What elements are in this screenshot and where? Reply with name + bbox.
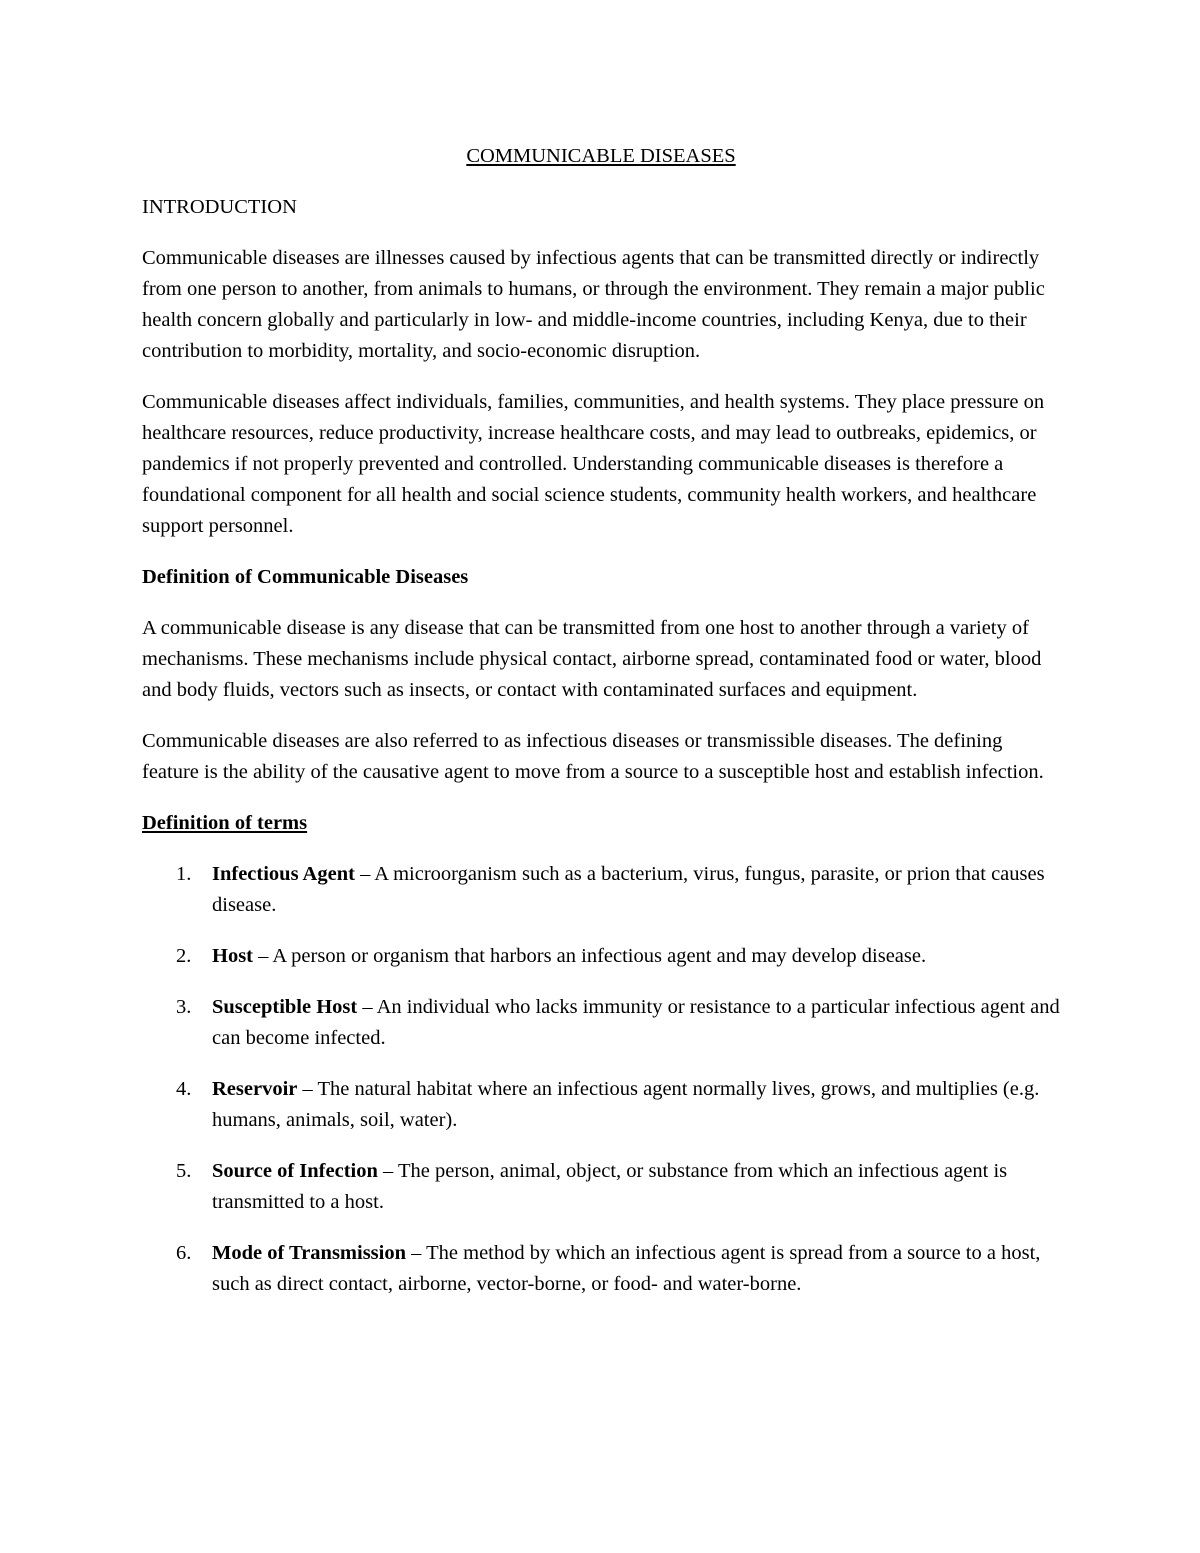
document-title: COMMUNICABLE DISEASES (466, 145, 736, 167)
term-item (142, 992, 1060, 1054)
term-name: Reservoir (212, 1078, 298, 1100)
term-name: Susceptible Host (212, 996, 358, 1018)
term-name: Infectious Agent (212, 863, 355, 885)
definition-heading: Definition of Communicable Diseases (142, 566, 469, 588)
definition-paragraph: Communicable diseases are also referred to as infectious diseases or transmissible diseases. The defining feature is the ability of the causative agent to move from a source to a susceptible host and establish infection. (142, 730, 1044, 783)
term-name: Source of Infection (212, 1160, 378, 1182)
term-name: Mode of Transmission (212, 1242, 407, 1264)
term-number: 1. (176, 863, 192, 885)
term-number: 2. (176, 945, 192, 967)
term-number: 6. (176, 1242, 192, 1264)
term-item (142, 1074, 1060, 1136)
document-content (142, 141, 1060, 1320)
terms-heading: Definition of terms (142, 812, 308, 834)
intro-paragraph: Communicable diseases are illnesses caused by infectious agents that can be transmitted directly or indirectly from one person to another, from animals to humans, or through the environment. They remain a major public health concern globally and particularly in low- and middle-income countries, including Kenya, due to their contribution to morbidity, mortality, and socio-economic disruption. (142, 247, 1045, 362)
term-item (142, 941, 1060, 972)
term-definition: – The natural habitat where an infectious agent normally lives, grows, and multiplies (e.g. humans, animals, soil, water). (212, 1078, 1040, 1131)
introduction-heading: INTRODUCTION (142, 196, 297, 218)
term-definition: – The method by which an infectious agent is spread from a source to a host, such as direct contact, airborne, vector-borne, or food- and water-borne. (212, 1242, 1041, 1295)
term-number: 4. (176, 1078, 192, 1100)
definition-paragraph: A communicable disease is any disease that can be transmitted from one host to another through a variety of mechanisms. These mechanisms include physical contact, airborne spread, contaminated food or water, blood and body fluids, vectors such as insects, or contact with contaminated surfaces and equipment. (142, 617, 1042, 701)
term-number: 3. (176, 996, 192, 1018)
term-number: 5. (176, 1160, 192, 1182)
term-definition: – An individual who lacks immunity or resistance to a particular infectious agent and can become infected. (212, 996, 1060, 1049)
term-definition: – A microorganism such as a bacterium, virus, fungus, parasite, or prion that causes disease. (212, 863, 1045, 916)
term-item (142, 859, 1060, 921)
term-definition: – A person or organism that harbors an infectious agent and may develop disease. (253, 945, 927, 967)
term-item (142, 1238, 1060, 1300)
intro-paragraph: Communicable diseases affect individuals, families, communities, and health systems. They place pressure on healthcare resources, reduce productivity, increase healthcare costs, and may lead to outbreaks, epidemics, or pandemics if not properly prevented and controlled. Understanding communicable diseases is therefore a foundational component for all health and social science students, community health workers, and healthcare support personnel. (142, 391, 1045, 537)
term-item (142, 1156, 1060, 1218)
terms-list (142, 859, 1060, 1300)
term-name: Host (212, 945, 253, 967)
term-definition: – The person, animal, object, or substance from which an infectious agent is transmitted to a host. (212, 1160, 1008, 1213)
